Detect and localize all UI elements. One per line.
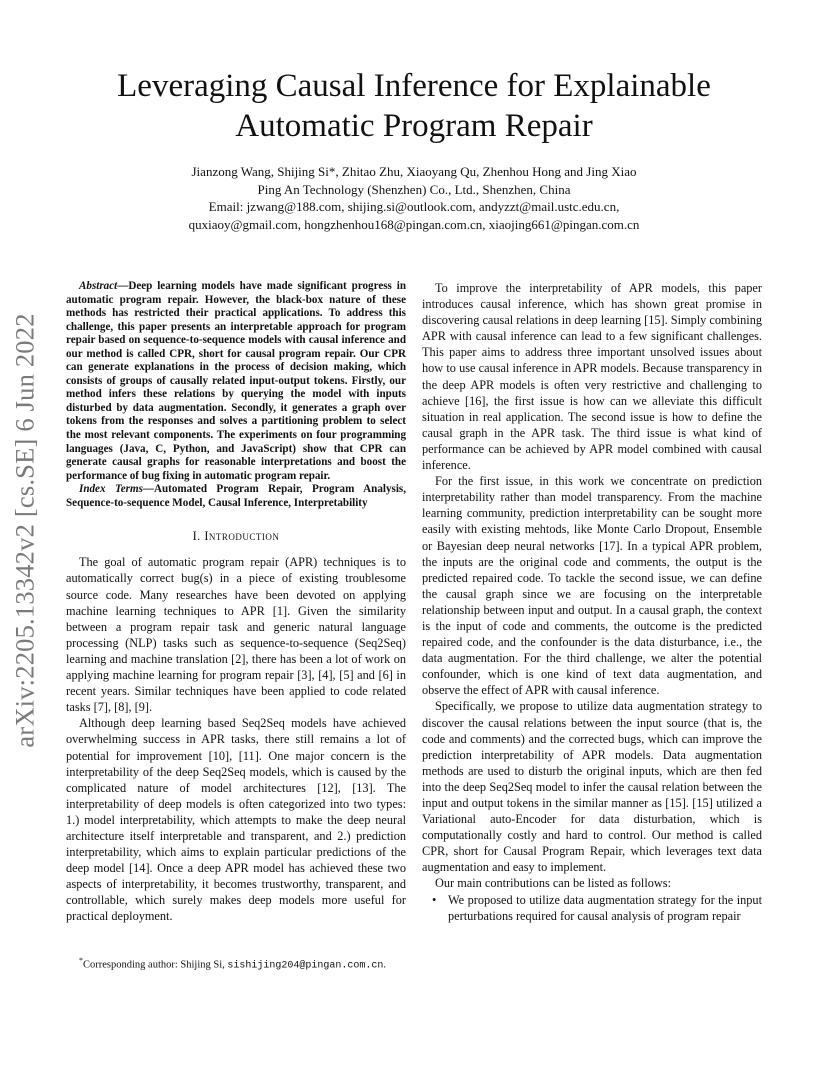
title-line-1: Leveraging Causal Inference for Explainable [117, 68, 711, 104]
list-item [422, 892, 762, 924]
paragraph: Our main contributions can be listed as follows: [435, 876, 671, 891]
arxiv-id: arXiv:2205.13342v2 [cs.SE] 6 Jun 2022 [9, 312, 40, 748]
footnote-email: sishijing204@pingan.com.cn [227, 960, 384, 972]
footnote-text: Corresponding author: Shijing Si, [83, 959, 228, 971]
author-block [60, 163, 768, 233]
abstract [66, 280, 406, 483]
author-affiliation: Ping An Technology (Shenzhen) Co., Ltd., Shenzhen, China [257, 181, 571, 197]
contributions-list [422, 892, 762, 924]
section-number: I. [192, 529, 201, 544]
index-terms-text: —Automated Program Repair, Program Analysis, Sequence-to-sequence Model, Causal Inference, Interpretability [66, 483, 406, 509]
paragraph: To improve the interpretability of APR models, this paper introduces causal inference, which has shown great promise in discovering causal relations in deep learning [15]. Simply combining APR with causal inference can lead to a few significant challenges. This paper aims to address three important unsolved issues about how to use causal inference in APR models. Because transparency in the deep APR models is often very restrictive and challenging to achieve [16], the first issue is how can we alleviate this difficult situation in real application. The second issue is how to define the causal graph in the APR task. The third issue is what kind of performance can be achieved by APR model combined with causal inference. [422, 281, 762, 473]
paragraph: The goal of automatic program repair (APR) techniques is to automatically correct bug(s) in a piece of existing troublesome source code. Many researches have been devoted on applying machine learning techniques to APR [1]. Given the similarity between a program repair task and generic natural language processing (NLP) tasks such as sequence-to-sequence (Seq2Seq) learning and machine translation [2], there has been a lot of work on applying machine learning for program repair [3], [4], [5] and [6] in recent years. Similar techniques have been applied to code related tasks [7], [8], [9]. [66, 555, 406, 715]
footnote-marker: * [79, 956, 83, 965]
paragraph: For the first issue, in this work we concentrate on prediction interpretability rather than model transparency. From the machine learning community, prediction interpretability can be sought more easily with existing mehtods, like Monte Carlo Dropout, Ensemble or Bayesian deep neural networks [17]. In a typical APR problem, the inputs are the original code and comments, the output is the predicted repaired code. To tackle the second issue, we can define the causal graph since we are focusing on the interpretable relationship between input and output. In a causal graph, the context is the input of code and comments, the outcome is the predicted repaired code, and the confounder is the data disturbance, i.e., the data augmentation. For the third challenge, we alter the potential confounder, which is one kind of text data augmentation, and observe the effect of APR with causal inference. [422, 474, 762, 698]
bullet-symbol: • [432, 892, 437, 907]
paragraph: Although deep learning based Seq2Seq models have achieved overwhelming success in APR tasks, there still remains a lot of potential for improvement [10], [11]. One major concern is the interpretability of the deep Seq2Seq models, which is caused by the complicated nature of model architectures [12], [13]. The interpretability of deep models is often categorized into two types: 1.) model interpretability, which attempts to make the deep neural architecture itself interpretable and transparent, and 2.) prediction interpretability, which aims to explain particular predictions of the deep model [14]. Once a deep APR model has achieved these two aspects of interpretability, it becomes trustworthy, transparent, and controllable, which surely makes deep models more useful for practical deployment. [66, 716, 406, 924]
left-column [66, 280, 406, 925]
title-line-2: Automatic Program Repair [235, 108, 593, 144]
abstract-text: —Deep learning models have made significant progress in automatic program repair. However, the black-box nature of these methods has restricted their practical applications. To address this challenge, this paper presents an interpretable approach for program repair based on sequence-to-sequence models with causal inference and our method is called CPR, short for causal program repair. Our CPR can generate explanations in the process of decision making, which consists of groups of causally related input-output tokens. Firstly, our method infers these relations by querying the model with inputs disturbed by data augmentation. Secondly, it generates a graph over tokens from the responses and solves a partitioning problem to select the most relevant components. The experiments on four programming languages (Java, C, Python, and JavaScript) show that CPR can generate causal graphs for reasonable interpretations and boost the performance of bug fixing in automatic program repair. [66, 280, 406, 482]
section-heading-introduction [66, 528, 406, 544]
author-emails-2: quxiaoy@gmail.com, hongzhenhou168@pingan.com.cn, xiaojing661@pingan.com.cn [188, 216, 640, 232]
author-names: Jianzong Wang, Shijing Si*, Zhitao Zhu, Xiaoyang Qu, Zhenhou Hong and Jing Xiao [191, 164, 637, 179]
paragraph: Specifically, we propose to utilize data augmentation strategy to discover the causal relations between the input source (that is, the code and comments) and the corrected bugs, which can improve the prediction interpretability of APR models. Data augmentation methods are used to disturb the original inputs, which are then fed into the deep Seq2Seq model to infer the causal relation between the input and output tokens in the similar manner as [15]. [15] utilized a Variational auto-Encoder for data disturbation, which is computationally costly and hard to control. Our method is called CPR, short for Causal Program Repair, which leverages text data augmentation and easy to implement. [422, 699, 762, 875]
footnote [66, 954, 406, 974]
abstract-label: Abstract [79, 280, 118, 292]
arxiv-watermark [7, 300, 43, 760]
footnote-end: . [383, 959, 387, 971]
right-column [422, 280, 762, 924]
author-emails-1: Email: jzwang@188.com, shijing.si@outlook.com, andyzzt@mail.ustc.edu.cn, [208, 199, 620, 214]
bullet-text: We proposed to utilize data augmentation strategy for the input perturbations required for causal analysis of program repair [448, 892, 762, 923]
index-terms-label: Index Terms [79, 483, 143, 496]
paper-title [60, 66, 768, 146]
index-terms [66, 483, 406, 510]
section-title: Introduction [204, 529, 280, 544]
